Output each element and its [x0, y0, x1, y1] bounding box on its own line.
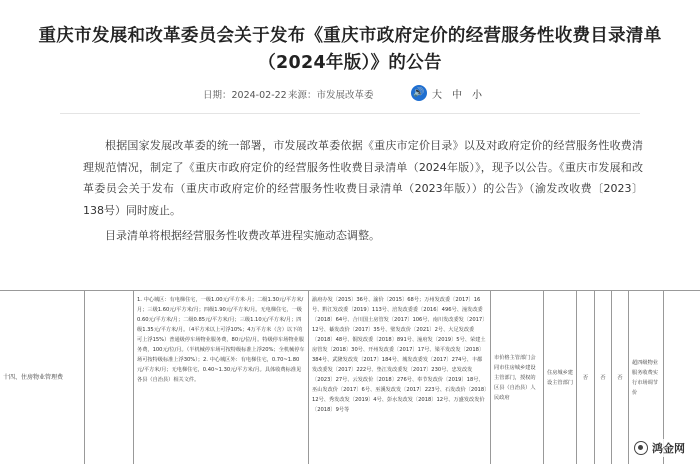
table-cell-basis: 渝府办发〔2015〕36号、渝价〔2015〕68号；万州发改委〔2017〕16号、黔江发改委〔2019〕113号、涪发改委委〔2016〕496号、潼发改委〔2018〕64号、合川国土房管发〔2017〕106号、南川发改委发〔2017〕12号、綦发改价〔2017〕35号、璧发改价〔2021〕2号、大足发改委〔2018〕48号、铜发改委〔2018〕891号、潼府发〔2019〕5号、荣建土房管发〔2018〕30号、开州发改委〔2017〕17号、梁平发改发〔2018〕384号、武隆发改发〔2017〕184号、城发改委发〔2017〕274号、丰都发改委发〔2017〕222号、垫江发改委发〔2017〕230号、忠发改发〔2023〕27号、云发改价〔2018〕276号、奉节发改价〔2019〕18号、巫山发改价〔2017〕6号、巫溪发改发〔2017〕223号、石发改价〔2018〕12号、秀发改发〔2019〕4号、彭水发改发〔2018〕12号、万盛发改发价〔2018〕9号等 [308, 291, 490, 464]
body-paragraph: 目录清单将根据经营服务性收费改革进程实施动态调整。 [105, 229, 380, 242]
body-paragraph: 根据国家发展改革委的统一部署，市发展改革委依据《重庆市定价目录》以及对政府定价的经营服务性收费清理规范情况，制定了《重庆市政府定价的经营服务性收费目录清单（2024年版）》，现予以公告。《重庆市发展和改革委员会关于发布（重庆市政府定价的经营服务性收费目录清单（2023年版））的公告》（渝发改收费〔2023〕138号）同时废止。 [83, 139, 643, 217]
divider [60, 113, 640, 114]
page-title-line2: （2024年版）》的公告 [258, 53, 442, 73]
table-cell-standard: 1. 中心城区：有电梯住宅，一级1.00元/平方米·月；二级1.30元/平方米/月；三级1.60元/平方米/月；四级1.90元/平方米/月。无电梯住宅，一级0.60元/平方米/月；二级0.85元/平方米/月；三级1.10元/平方米/月；四级1.35元/平方米/月。（4平方米以上可浮10%；4万平方米（含）以下的可上浮15%）普通级停车场物业服务费，80元/位/月。特级停车场物业服务费，100元/位/月。（半机械停车场可按特级标准上浮20%；全机械停车场可按特级标准上浮30%）；2. 中心城区外：有电梯住宅，0.70~1.80元/平方米/月；无电梯住宅，0.40~1.30元/平方米/月。具体收费标准见各县（自治县）相关文件。 [133, 291, 308, 464]
watermark-logo-icon [634, 441, 648, 455]
table-cell-no: 否 [611, 291, 628, 464]
font-size-small-button[interactable]: 小 [472, 90, 482, 101]
speaker-icon[interactable]: 🔊 [411, 85, 427, 101]
font-size-large-button[interactable]: 大 [432, 90, 442, 101]
table-cell-dept: 市价格主管部门会同市住房城乡建设主管部门，授权的区县（自治县）人民政府 [490, 291, 543, 464]
font-size-medium-button[interactable]: 中 [452, 90, 462, 101]
article-meta [0, 85, 700, 105]
watermark-text: 鸿金网 [652, 442, 685, 455]
table-cell-blank [84, 291, 133, 464]
table-cell-note: 超四级物业服务收费实行市场调节价 [628, 291, 663, 464]
table-cell-no: 否 [576, 291, 594, 464]
publish-date: 日期：2024-02-22 [203, 90, 287, 101]
table-cell-no: 否 [594, 291, 611, 464]
table-cell-item: 十四、住房物业管理费 [3, 374, 64, 381]
table-cell-manage: 住房城乡建设主管部门 [543, 291, 576, 464]
article-source: 来源：市发展改革委 [288, 90, 374, 101]
watermark [629, 439, 690, 457]
page-title: 重庆市发展和改革委员会关于发布《重庆市政府定价的经营服务性收费目录清单 [38, 26, 662, 46]
fee-table [0, 290, 700, 464]
